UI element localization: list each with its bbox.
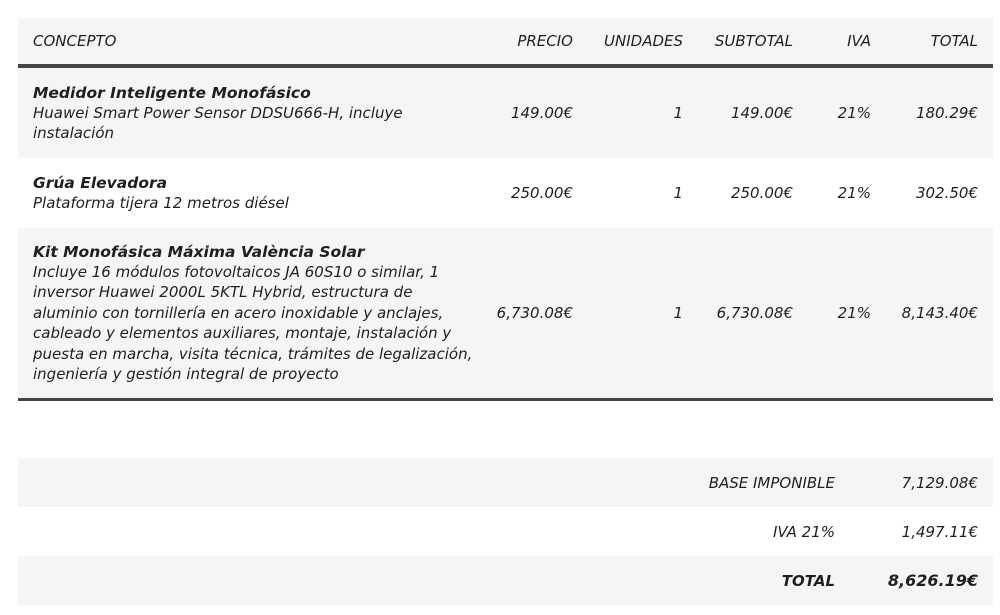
header-iva: IVA bbox=[847, 32, 871, 50]
totals-row-iva bbox=[18, 507, 993, 556]
item-total: 302.50€ bbox=[915, 184, 978, 202]
totals-table bbox=[18, 458, 993, 605]
item-unidades: 1 bbox=[673, 184, 683, 202]
item-unidades: 1 bbox=[673, 104, 683, 122]
iva-value: 1,497.11€ bbox=[901, 522, 978, 541]
item-precio: 250.00€ bbox=[510, 184, 573, 202]
item-name: Kit Monofásica Máxima València Solar bbox=[33, 242, 365, 261]
item-concept bbox=[18, 173, 473, 214]
header-concepto: CONCEPTO bbox=[33, 32, 117, 50]
item-description: Huawei Smart Power Sensor DDSU666-H, incluye instalación bbox=[33, 103, 403, 142]
item-precio: 6,730.08€ bbox=[496, 304, 573, 322]
item-name: Medidor Inteligente Monofásico bbox=[33, 83, 311, 102]
item-subtotal: 149.00€ bbox=[730, 104, 793, 122]
item-precio: 149.00€ bbox=[510, 104, 573, 122]
item-iva: 21% bbox=[837, 304, 871, 322]
item-description: Incluye 16 módulos fotovoltaicos JA 60S10 o similar, 1 inversor Huawei 2000L 5KTL Hybrid, estructura de aluminio con tornillería en acero inoxidable y anclajes, cableado y elementos auxiliares, montaje, instalación y puesta en marcha, visita técnica, trámites de legalización, ingeniería y gestión integral de proyecto bbox=[33, 262, 473, 383]
header-unidades: UNIDADES bbox=[604, 32, 683, 50]
header-subtotal: SUBTOTAL bbox=[714, 32, 793, 50]
item-iva: 21% bbox=[837, 104, 871, 122]
item-subtotal: 250.00€ bbox=[730, 184, 793, 202]
header-total: TOTAL bbox=[930, 32, 978, 50]
header-precio: PRECIO bbox=[517, 32, 573, 50]
base-imponible-value: 7,129.08€ bbox=[901, 473, 978, 492]
table-row bbox=[18, 228, 993, 401]
item-name: Grúa Elevadora bbox=[33, 173, 168, 192]
item-total: 8,143.40€ bbox=[901, 304, 978, 322]
item-concept bbox=[18, 83, 473, 144]
item-concept bbox=[18, 242, 473, 385]
item-iva: 21% bbox=[837, 184, 871, 202]
total-label: TOTAL bbox=[781, 571, 835, 590]
total-value: 8,626.19€ bbox=[887, 571, 978, 590]
table-row bbox=[18, 158, 993, 228]
totals-row-total bbox=[18, 556, 993, 605]
table-row bbox=[18, 68, 993, 158]
totals-row-base bbox=[18, 458, 993, 507]
item-total: 180.29€ bbox=[915, 104, 978, 122]
items-table bbox=[18, 18, 993, 401]
iva-label: IVA 21% bbox=[772, 522, 835, 541]
item-description: Plataforma tijera 12 metros diésel bbox=[33, 193, 289, 212]
table-header bbox=[18, 18, 993, 68]
item-unidades: 1 bbox=[673, 304, 683, 322]
item-subtotal: 6,730.08€ bbox=[716, 304, 793, 322]
base-imponible-label: BASE IMPONIBLE bbox=[708, 473, 835, 492]
